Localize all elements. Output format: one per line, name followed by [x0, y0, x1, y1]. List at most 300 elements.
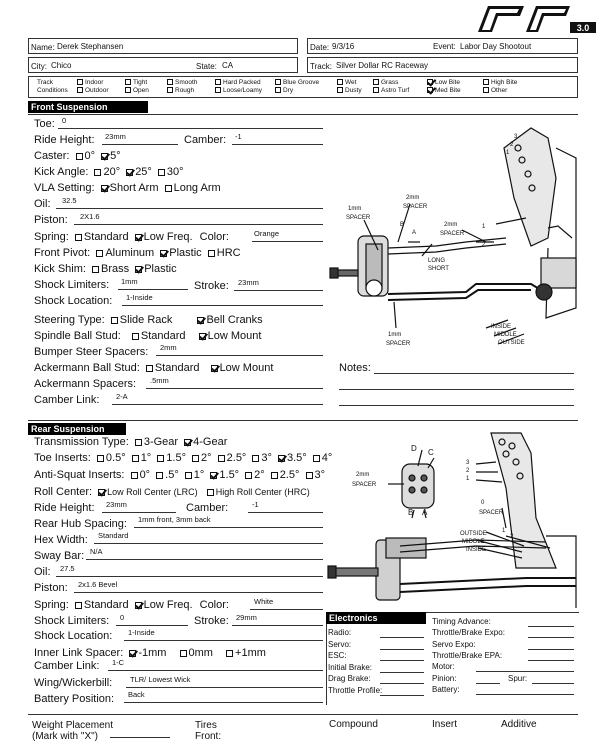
front-middle-label: MIDDLE	[494, 332, 517, 338]
electronics-right-label: Motor:	[432, 662, 455, 672]
ackball-row	[34, 362, 273, 374]
rear-oil-value: 27.5	[60, 564, 75, 573]
city-state-field[interactable]	[28, 57, 298, 73]
kick-30-label: 30°	[166, 166, 184, 178]
kick-25-checkbox[interactable]	[126, 169, 133, 176]
condition-label: Loose/Loamy	[223, 87, 263, 94]
front-long-label: LONG	[428, 258, 446, 264]
hex-line[interactable]	[94, 543, 323, 544]
toe-2-5-label: 2.5°	[226, 452, 247, 464]
spur-line[interactable]	[532, 683, 574, 684]
condition-label: Astro Turf	[381, 87, 410, 94]
toe-4-checkbox[interactable]	[313, 455, 320, 462]
spindle-low-mount-checkbox[interactable]	[199, 333, 206, 340]
electronics-left-label: Initial Brake:	[328, 662, 373, 672]
front-spring-lowfreq-label: Low Freq.	[143, 231, 193, 243]
rear-spring-lowfreq-label: Low Freq.	[143, 599, 193, 611]
front-color-line[interactable]	[252, 241, 323, 242]
rear-spacer-2mm-word: SPACER	[352, 482, 377, 488]
rc-high-label: High Roll Center (HRC)	[215, 487, 310, 497]
date-label: Date:	[310, 43, 330, 52]
condition-item[interactable]	[427, 87, 461, 95]
condition-checkbox[interactable]	[337, 79, 343, 85]
spindle-standard-label: Standard	[140, 330, 186, 342]
shim-brass-checkbox[interactable]	[92, 266, 99, 273]
electronics-left-item	[328, 674, 371, 683]
electronics-left-item	[328, 663, 372, 672]
electronics-left-line[interactable]	[380, 660, 424, 661]
front-spacer-2mm-b-word: SPACER	[440, 231, 465, 237]
city-label: City:	[31, 62, 47, 71]
ils-0-checkbox[interactable]	[180, 650, 187, 657]
condition-item[interactable]	[167, 79, 197, 87]
condition-label: Blue Groove	[283, 79, 320, 86]
front-number-2: 2	[510, 142, 514, 148]
condition-label: Dusty	[345, 87, 362, 94]
vla-short-checkbox[interactable]	[101, 185, 108, 192]
name-field[interactable]	[28, 38, 298, 54]
bumper-line[interactable]	[156, 355, 323, 356]
front-oil-label: Oil:	[34, 198, 51, 210]
caster-0-checkbox[interactable]	[76, 153, 83, 160]
pivot-hrc-checkbox[interactable]	[208, 250, 215, 257]
front-camberlink-line[interactable]	[112, 404, 323, 405]
electronics-right-line[interactable]	[528, 660, 574, 661]
ils-minus1-checkbox[interactable]	[129, 650, 136, 657]
condition-label: High Bite	[491, 79, 518, 86]
date-value: 9/3/16	[332, 42, 355, 51]
condition-item[interactable]	[483, 79, 517, 87]
vla-long-label: Long Arm	[173, 182, 221, 194]
condition-item[interactable]	[275, 79, 319, 87]
roll-center-row	[34, 486, 310, 498]
condition-checkbox[interactable]	[275, 79, 281, 85]
electronics-left-item	[328, 651, 347, 660]
condition-item[interactable]	[125, 87, 149, 95]
electronics-right-item	[432, 617, 491, 626]
front-spacer-1mm-word: SPACER	[346, 215, 371, 221]
insert-label: Insert	[432, 719, 458, 730]
kick-20-checkbox[interactable]	[94, 169, 101, 176]
electronics-right-line[interactable]	[476, 671, 574, 672]
rear-ride-height-label: Ride Height:	[34, 502, 95, 514]
front-number-3: 3	[514, 134, 518, 140]
front-divider	[28, 114, 578, 115]
front-piston-line[interactable]	[74, 224, 323, 225]
rear-spring-standard-checkbox[interactable]	[75, 602, 82, 609]
front-camberlink-label: Camber Link:	[34, 394, 100, 406]
condition-checkbox[interactable]	[337, 87, 343, 93]
trans-label: Transmission Type:	[34, 436, 129, 448]
front-camber-line[interactable]	[232, 144, 323, 145]
condition-item[interactable]	[373, 79, 398, 87]
hex-label: Hex Width:	[34, 534, 88, 546]
electronics-right-item	[432, 685, 460, 694]
rear-arm-number-1: 1	[502, 528, 506, 534]
condition-item[interactable]	[125, 79, 147, 87]
electronics-right-item	[432, 662, 455, 671]
front-limiters-label: Shock Limiters:	[34, 279, 110, 291]
wing-line[interactable]	[126, 687, 323, 688]
compound-label: Compound	[329, 719, 378, 730]
rear-spring-standard-label: Standard	[83, 599, 129, 611]
toe-2-label: 2°	[201, 452, 212, 464]
condition-item[interactable]	[337, 79, 356, 87]
electronics-left-line[interactable]	[380, 683, 424, 684]
rear-spacer-2mm: 2mm	[356, 472, 370, 478]
squat-row	[34, 469, 325, 481]
footer-divider	[28, 714, 578, 715]
notes-label: Notes:	[339, 362, 371, 374]
event-value: Labor Day Shootout	[460, 42, 532, 51]
rear-spring-lowfreq-checkbox[interactable]	[135, 602, 142, 609]
sway-line[interactable]	[86, 559, 323, 560]
front-letter-b: B	[400, 222, 405, 228]
ackspacers-line[interactable]	[146, 388, 323, 389]
shim-plastic-label: Plastic	[144, 263, 177, 275]
logo-version: 3.0	[576, 23, 590, 33]
electronics-left-line[interactable]	[380, 695, 424, 696]
condition-checkbox[interactable]	[483, 79, 489, 85]
squat-1-5-label: 1.5°	[219, 469, 240, 481]
rear-camber-line[interactable]	[248, 512, 323, 513]
rear-camberlink-value: 1-C	[112, 658, 125, 667]
kick-20-label: 20°	[103, 166, 121, 178]
front-arm-number-2: 2	[482, 242, 486, 248]
front-caster-row	[34, 150, 121, 162]
front-spring-standard-checkbox[interactable]	[75, 234, 82, 241]
wing-value: TLR/ Lowest Wick	[130, 675, 191, 684]
rear-letter-b: B	[408, 508, 414, 517]
pivot-hrc-label: HRC	[216, 247, 241, 259]
vla-short-label: Short Arm	[109, 182, 159, 194]
condition-checkbox[interactable]	[167, 79, 173, 85]
tires-front-label: Front:	[195, 731, 222, 742]
pivot-plastic-checkbox[interactable]	[160, 250, 167, 257]
date-event-field[interactable]	[307, 38, 578, 54]
electronics-right-label: Timing Advance:	[432, 617, 491, 626]
bumper-label: Bumper Steer Spacers:	[34, 346, 149, 358]
electronics-left-label: Servo:	[328, 639, 352, 649]
condition-item[interactable]	[215, 79, 261, 87]
front-ride-height-value: 23mm	[105, 132, 126, 141]
rear-camberlink-label: Camber Link:	[34, 660, 100, 672]
rear-piston-line[interactable]	[74, 592, 323, 593]
rear-letter-c: C	[428, 448, 434, 457]
rear-number-2: 2	[466, 468, 470, 474]
rear-spring-label: Spring:	[34, 599, 69, 611]
front-ride-height-line[interactable]	[102, 144, 178, 145]
front-oil-value: 32.5	[62, 196, 77, 205]
electronics-right-item	[432, 651, 502, 660]
condition-item[interactable]	[337, 87, 362, 95]
electronics-right-line[interactable]	[476, 683, 500, 684]
condition-label: Indoor	[85, 79, 104, 86]
front-limiters-line[interactable]	[118, 289, 188, 290]
ackspacers-label: Ackermann Spacers:	[34, 378, 137, 390]
track-value: Silver Dollar RC Raceway	[336, 61, 429, 70]
condition-label: Open	[133, 87, 149, 94]
battery-line[interactable]	[124, 702, 323, 703]
electronics-right-item	[432, 674, 456, 683]
rear-location-label: Shock Location:	[34, 630, 113, 642]
front-camberlink-value: 2-A	[116, 392, 128, 401]
toe-1-label: 1°	[140, 452, 152, 464]
pivot-aluminum-checkbox[interactable]	[96, 250, 103, 257]
condition-label: Other	[491, 87, 508, 94]
squat-2-5-label: 2.5°	[279, 469, 300, 481]
condition-label: Grass	[381, 79, 399, 86]
additive-label: Additive	[501, 719, 537, 730]
trans-4gear-checkbox[interactable]	[184, 439, 191, 446]
weight-line[interactable]	[110, 737, 170, 738]
front-spring-standard-label: Standard	[83, 231, 129, 243]
squat-1-checkbox[interactable]	[185, 472, 192, 479]
rear-oil-line[interactable]	[56, 576, 323, 577]
toe-3-checkbox[interactable]	[252, 455, 259, 462]
condition-label: Low Bite	[435, 79, 460, 86]
electronics-left-item	[328, 628, 351, 637]
ackspacers-value: .5mm	[150, 376, 169, 385]
rear-inside-label: INSIDE	[466, 547, 487, 553]
front-spacer-2mm-b: 2mm	[444, 222, 458, 228]
steering-bell-cranks-checkbox[interactable]	[197, 317, 204, 324]
wing-label: Wing/Wickerbill:	[34, 677, 113, 689]
condition-checkbox[interactable]	[373, 87, 379, 93]
ackball-standard-checkbox[interactable]	[146, 365, 153, 372]
front-spring-lowfreq-checkbox[interactable]	[135, 234, 142, 241]
sway-value: N/A	[90, 547, 103, 556]
front-spacer-1mm-b-word: SPACER	[386, 341, 411, 347]
kick-25-label: 25°	[135, 166, 152, 178]
front-piston-label: Piston:	[34, 214, 68, 226]
electronics-left-line[interactable]	[380, 637, 424, 638]
spur-label: Spur:	[508, 673, 528, 683]
squat-05-checkbox[interactable]	[156, 472, 163, 479]
squat-2-5-checkbox[interactable]	[271, 472, 278, 479]
rear-piston-value: 2x1.6 Bevel	[78, 580, 118, 589]
conditions-label: Conditions	[37, 87, 68, 94]
condition-label: Med Bite	[435, 87, 461, 94]
front-kick-label: Kick Angle:	[34, 166, 89, 178]
condition-item[interactable]	[77, 87, 109, 95]
rear-camber-value: -1	[252, 500, 259, 509]
ackball-low-mount-checkbox[interactable]	[211, 365, 218, 372]
spindle-row	[34, 330, 261, 342]
state-label: State:	[196, 62, 217, 71]
rear-piston-label: Piston:	[34, 582, 68, 594]
condition-item[interactable]	[215, 87, 262, 95]
condition-checkbox[interactable]	[275, 87, 281, 93]
rear-ride-height-value: 23mm	[106, 500, 127, 509]
squat-3-checkbox[interactable]	[306, 472, 313, 479]
squat-0-checkbox[interactable]	[131, 472, 138, 479]
notes-line-2[interactable]	[339, 389, 574, 390]
notes-line-1[interactable]	[374, 373, 574, 374]
condition-checkbox[interactable]	[373, 79, 379, 85]
name-value: Derek Stephansen	[57, 42, 124, 51]
spindle-label: Spindle Ball Stud:	[34, 330, 121, 342]
steering-label: Steering Type:	[34, 314, 105, 326]
condition-label: Dry	[283, 87, 294, 94]
ils-0-label: 0mm	[188, 647, 213, 659]
toe-1-checkbox[interactable]	[132, 455, 139, 462]
ackball-standard-label: Standard	[154, 362, 200, 374]
condition-checkbox[interactable]	[427, 87, 433, 93]
rear-location-value: 1-Inside	[128, 628, 155, 637]
condition-checkbox[interactable]	[427, 79, 433, 85]
hub-line[interactable]	[134, 527, 323, 528]
front-number-1: 1	[506, 150, 510, 156]
rear-location-line[interactable]	[124, 640, 323, 641]
front-location-line[interactable]	[122, 305, 323, 306]
condition-checkbox[interactable]	[167, 87, 173, 93]
rear-stroke-value: 29mm	[236, 613, 257, 622]
electronics-right-line[interactable]	[528, 649, 574, 650]
squat-2-checkbox[interactable]	[245, 472, 252, 479]
front-location-label: Shock Location:	[34, 295, 113, 307]
toe-0-5-checkbox[interactable]	[97, 455, 104, 462]
rc-low-label: Low Roll Center (LRC)	[107, 487, 198, 497]
condition-checkbox[interactable]	[77, 79, 83, 85]
rear-color-label: Color:	[199, 599, 229, 611]
trans-row	[34, 436, 227, 448]
front-outside-label: OUTSIDE	[498, 340, 525, 346]
trans-3gear-label: 3-Gear	[143, 436, 179, 448]
front-piston-value: 2X1.6	[80, 212, 100, 221]
rc-high-checkbox[interactable]	[207, 489, 214, 496]
condition-item[interactable]	[77, 79, 103, 87]
front-pivot-label: Front Pivot:	[34, 247, 91, 259]
vla-long-checkbox[interactable]	[165, 185, 172, 192]
caster-5-label: 5°	[110, 150, 121, 162]
toe-1-5-checkbox[interactable]	[157, 455, 164, 462]
condition-checkbox[interactable]	[215, 79, 221, 85]
front-spacer-2mm-word: SPACER	[403, 204, 428, 210]
track-field[interactable]	[307, 57, 578, 73]
shim-plastic-checkbox[interactable]	[135, 266, 142, 273]
condition-item[interactable]	[275, 87, 293, 95]
rear-letter-d: D	[411, 444, 417, 453]
front-short-label: SHORT	[428, 266, 449, 272]
toe-3-label: 3°	[261, 452, 272, 464]
notes-line-3[interactable]	[339, 405, 574, 406]
condition-item[interactable]	[373, 87, 409, 95]
condition-label: Hard Packed	[223, 79, 261, 86]
caster-5-checkbox[interactable]	[101, 153, 108, 160]
ils-minus1-label: -1mm	[138, 647, 167, 659]
electronics-right-item	[432, 640, 476, 649]
electronics-right-label: Throttle/Brake Expo:	[432, 628, 505, 638]
electronics-right-line[interactable]	[476, 694, 574, 695]
tires-label: Tires	[195, 720, 217, 731]
electronics-right-label: Pinion:	[432, 673, 457, 683]
condition-label: Tight	[133, 79, 148, 86]
toe-3-5-checkbox[interactable]	[278, 455, 285, 462]
ils-plus1-checkbox[interactable]	[226, 650, 233, 657]
toe-inserts-label: Toe Inserts:	[34, 452, 91, 464]
rc-low-checkbox[interactable]	[98, 489, 105, 496]
electronics-left-line[interactable]	[380, 649, 424, 650]
electronics-left-item	[328, 686, 382, 695]
electronics-left-line[interactable]	[380, 672, 424, 673]
track-label: Track:	[310, 62, 332, 71]
rear-limiters-line[interactable]	[116, 625, 188, 626]
shim-brass-label: Brass	[101, 263, 130, 275]
caster-0-label: 0°	[84, 150, 96, 162]
electronics-left-label: Radio:	[328, 628, 352, 637]
toe-0-5-label: 0.5°	[105, 452, 126, 464]
electronics-left-label: Throttle Profile:	[328, 685, 383, 695]
rear-stroke-line[interactable]	[232, 625, 323, 626]
condition-checkbox[interactable]	[483, 87, 489, 93]
toe-2-checkbox[interactable]	[192, 455, 199, 462]
bumper-value: 2mm	[160, 343, 177, 352]
condition-item[interactable]	[483, 87, 507, 95]
electronics-right-line[interactable]	[528, 637, 574, 638]
rear-color-line[interactable]	[250, 609, 323, 610]
condition-checkbox[interactable]	[77, 87, 83, 93]
weight-label: Weight Placement	[32, 720, 113, 731]
condition-label: Outdoor	[85, 87, 109, 94]
rear-ride-height-line[interactable]	[102, 512, 176, 513]
front-arm-number-1: 1	[482, 224, 486, 230]
front-letter-a: A	[412, 230, 417, 236]
front-toe-label: Toe:	[34, 118, 55, 130]
steering-bell-cranks-label: Bell Cranks	[206, 314, 263, 326]
front-pivot-row	[34, 247, 241, 259]
rear-limiters-label: Shock Limiters:	[34, 615, 110, 627]
toe-3-5-label: 3.5°	[287, 452, 307, 464]
name-label: Name:	[31, 43, 55, 52]
electronics-right-label: Throttle/Brake EPA:	[432, 650, 503, 660]
condition-label: Smooth	[175, 79, 198, 86]
rear-camberlink-line[interactable]	[108, 670, 323, 671]
ils-row	[34, 647, 266, 659]
condition-checkbox[interactable]	[125, 79, 131, 85]
rear-limiters-value: 0	[120, 613, 125, 622]
weight-mark-label: (Mark with "X")	[32, 731, 98, 742]
steering-slide-rack-checkbox[interactable]	[111, 317, 118, 324]
trans-4gear-label: 4-Gear	[193, 436, 228, 448]
toe-4-label: 4°	[321, 452, 333, 464]
front-oil-line[interactable]	[56, 208, 323, 209]
kick-30-checkbox[interactable]	[158, 169, 165, 176]
rear-number-1: 1	[466, 476, 470, 482]
condition-checkbox[interactable]	[125, 87, 131, 93]
condition-checkbox[interactable]	[215, 87, 221, 93]
front-spacer-1mm-b: 1mm	[388, 332, 402, 338]
squat-1-5-checkbox[interactable]	[210, 472, 217, 479]
electronics-left-item	[328, 640, 351, 649]
front-toe-line[interactable]	[58, 128, 323, 129]
hub-value: 1mm front, 3mm back	[138, 515, 211, 524]
spindle-standard-checkbox[interactable]	[132, 333, 139, 340]
squat-label: Anti-Squat Inserts:	[34, 469, 125, 481]
toe-2-5-checkbox[interactable]	[218, 455, 225, 462]
rear-stroke-label: Stroke:	[194, 615, 229, 627]
hub-label: Rear Hub Spacing:	[34, 518, 127, 530]
front-color-value: Orange	[254, 229, 280, 238]
condition-item[interactable]	[167, 87, 194, 95]
hex-value: Standard	[98, 531, 129, 540]
front-spring-row	[34, 231, 229, 243]
trans-3gear-checkbox[interactable]	[135, 439, 142, 446]
front-camber-value: -1	[235, 132, 242, 141]
electronics-right-line[interactable]	[528, 626, 574, 627]
front-stroke-line[interactable]	[234, 290, 323, 291]
electronics-left-label: ESC:	[328, 651, 347, 660]
